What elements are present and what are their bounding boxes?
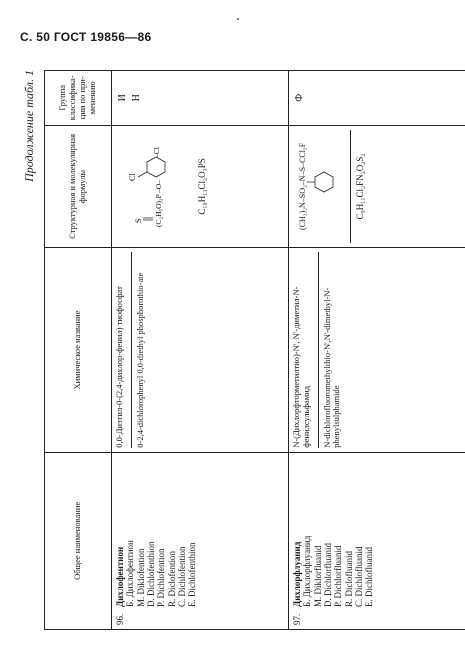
group-code: Ф xyxy=(294,93,305,102)
page-header: С. 50 ГОСТ 19856—86 xyxy=(20,30,152,44)
structure-cl2: –Cl xyxy=(152,147,161,159)
table-row xyxy=(112,71,289,630)
divider xyxy=(318,252,319,448)
synonym: E. Dichlofluanid xyxy=(364,547,375,607)
group-cell xyxy=(112,71,289,126)
row-number: 97. xyxy=(292,613,302,625)
group-cell xyxy=(289,71,465,126)
phenyl-ring-diagram xyxy=(307,145,341,227)
common-name: Дихлорфлуанид xyxy=(292,541,302,607)
col-header-chemical-name: Химическое название xyxy=(45,248,112,453)
synonym: D. Dichlofenthion xyxy=(146,541,157,607)
structure-oxygen: –O– xyxy=(154,180,163,194)
synonym: P. Dichlofention xyxy=(156,548,167,607)
group-code: И xyxy=(117,94,128,102)
col-header-group: Группа классифика-ции по при-менению xyxy=(45,71,112,126)
bond xyxy=(138,172,147,177)
rotated-table-area xyxy=(20,70,430,630)
synonym: D. Dichlorfluanid xyxy=(323,543,334,607)
divider xyxy=(131,252,132,448)
col-header-formula: Структурная и молекулярная формулы xyxy=(45,125,112,248)
benzene-ring xyxy=(147,157,165,177)
synonym: C. Dichlofention xyxy=(177,546,188,607)
continuation-title: Продолжение табл. 1 xyxy=(22,70,36,182)
classification-table xyxy=(44,70,465,630)
chemical-name-cell xyxy=(289,248,465,453)
structure-formula: (CH₃)₂N–SO₂–N–S–CCl₂F xyxy=(298,142,307,230)
synonym: М. Diklorfluanid xyxy=(312,545,323,607)
synonym: E. Dichlofenthion xyxy=(187,542,198,607)
formula-cell xyxy=(112,125,289,248)
structure-diagram xyxy=(115,145,195,227)
synonym: R. Diclofluanid xyxy=(343,551,354,607)
chemical-name-en: 0-2,4-dichlorophenyl 0,0-diethyl phosphorothio-ate xyxy=(134,272,145,448)
structure-ester: (C₂H₅O)₂P xyxy=(154,194,163,228)
synonym: P. Dichlorfluanid xyxy=(333,545,344,607)
header-row xyxy=(45,71,112,630)
structure-s: S xyxy=(134,218,143,224)
synonym: C. Dichlofluanid xyxy=(354,546,365,607)
synonym: R. Diclofention xyxy=(166,551,177,607)
synonym: Б. Дихлофентион xyxy=(125,540,136,607)
common-name: Дихлофентион xyxy=(115,546,125,607)
common-name-cell xyxy=(289,452,465,629)
chemical-name-ru: 0,0-Диэтил-0-(2,4-дихлор-фенил) тиофосфат xyxy=(114,286,124,448)
synonym: Б. Дихлорфлуанид xyxy=(302,535,313,607)
chemical-name-en: N-dichlorofluoromethylthio-N',N'-dimethyl-N-phenylsulphamide xyxy=(321,287,342,448)
molecular-formula: C₉H₁₁Cl₂FN₂O₂S₂ xyxy=(354,153,365,220)
benzene-ring xyxy=(315,172,333,192)
common-name-cell xyxy=(112,452,289,629)
chemical-name-ru: N-(Дихлорфторметилтио)-N', N'-диметил-N-фенилсульфамид xyxy=(291,286,311,448)
col-header-common-name: Общее наименование xyxy=(45,452,112,629)
row-number: 96. xyxy=(115,613,125,625)
divider xyxy=(350,130,351,244)
table-row xyxy=(289,71,465,630)
structure-cl: Cl xyxy=(128,173,137,182)
synonym: М. Diklofention xyxy=(135,548,146,607)
speck xyxy=(237,18,239,20)
chemical-name-cell xyxy=(112,248,289,453)
molecular-formula: C₁₀H₁₃Cl₂O₃PS xyxy=(197,158,208,215)
group-code: Н xyxy=(130,94,142,102)
formula-cell xyxy=(289,125,465,248)
